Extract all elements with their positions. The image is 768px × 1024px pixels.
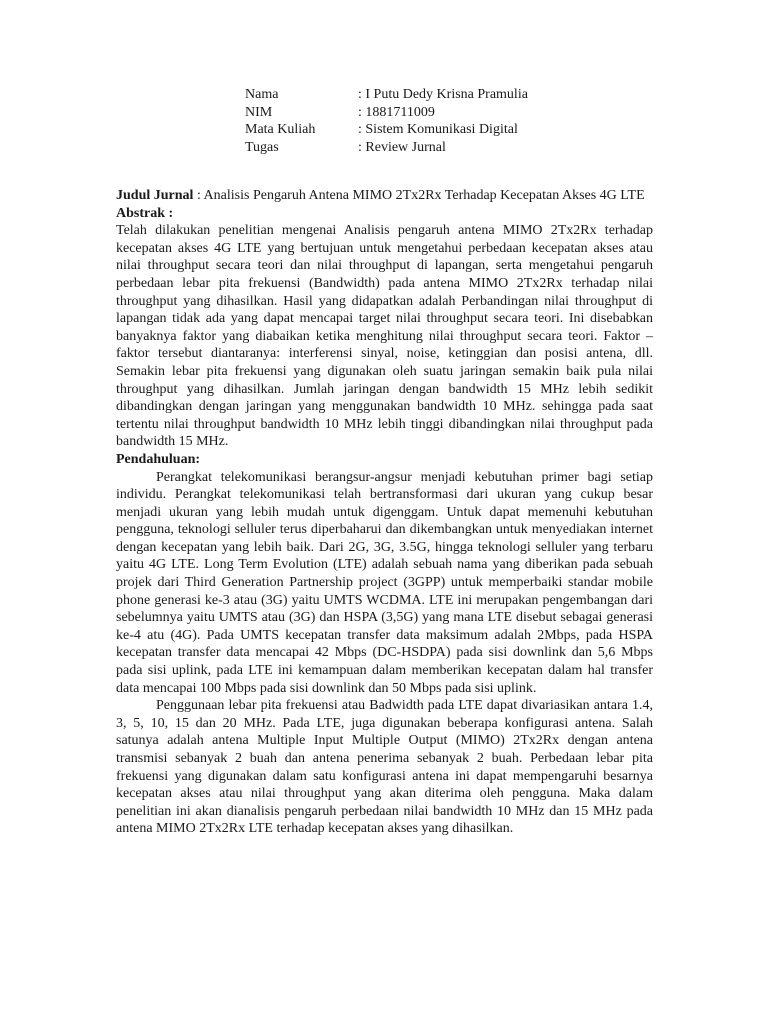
journal-title	[116, 187, 653, 205]
abstract-body: Telah dilakukan penelitian mengenai Analisis pengaruh antena MIMO 2Tx2Rx terhadap kecepatan akses 4G LTE yang bertujuan untuk mengetahui perbedaan kecepatan akses atau nilai throughput secara teori dan nilai throughput di lapangan, serta mengetahui pengaruh perbedaan lebar pita frekuensi (Bandwidth) pada antena MIMO 2Tx2Rx terhadap nilai throughput yang dihasilkan. Hasil yang didapatkan adalah Perbandingan nilai throughput di lapangan tidak ada yang dapat mencapai target nilai throughput secara teori. Ini disebabkan banyaknya faktor yang diabaikan ketika menghitung nilai throughput secara teori. Faktor – faktor tersebut diantaranya: interferensi sinyal, noise, ketinggian dan posisi antena, dll. Semakin lebar pita frekuensi yang digunakan oleh suatu jaringan semakin baik pula nilai throughput yang dihasilkan. Jumlah jaringan dengan bandwidth 15 MHz lebih sedikit dibandingkan dengan jaringan yang menggunakan bandwidth 10 MHz. sehingga pada saat tertentu nilai throughput bandwidth 10 MHz lebih tinggi dibandingkan nilai throughput pada bandwidth 15 MHz.	[116, 223, 653, 450]
journal-title-text: : Analisis Pengaruh Antena MIMO 2Tx2Rx Terhadap Kecepatan Akses 4G LTE	[193, 188, 645, 203]
abstract-heading: Abstrak :	[116, 205, 174, 221]
info-value-task: : Review Jurnal	[358, 139, 446, 155]
info-value-nim: : 1881711009	[358, 104, 435, 120]
info-row-course	[245, 121, 528, 139]
intro-paragraph-2: Penggunaan lebar pita frekuensi atau Badwidth pada LTE dapat divariasikan antara 1.4, 3, 5, 10, 15 dan 20 MHz. Pada LTE, juga digunakan beberapa konfigurasi antena. Salah satunya adalah antena Multiple Input Multiple Output (MIMO) 2Tx2Rx dengan antena transmisi sebanyak 2 buah dan antena penerima sebanyak 2 buah. Perbedaan lebar pita frekuensi yang digunakan dalam satu konfigurasi antena ini dapat mempengaruhi besarnya kecepatan akses atau nilai throughput yang akan diterima oleh pengguna. Maka dalam penelitian ini akan dianalisis pengaruh perbedaan nilai bandwidth 10 MHz dan 15 MHz pada antena MIMO 2Tx2Rx LTE terhadap kecepatan akses yang dihasilkan.	[116, 698, 653, 837]
student-info-block	[245, 86, 528, 156]
info-label-course: Mata Kuliah	[245, 122, 316, 138]
document-content	[116, 187, 653, 838]
info-label-task: Tugas	[245, 139, 279, 155]
intro-heading: Pendahuluan:	[116, 451, 201, 467]
intro-paragraph-1: Perangkat telekomunikasi berangsur-angsur menjadi kebutuhan primer bagi setiap individu. Perangkat telekomunikasi telah bertransformasi dari ukuran yang cukup besar menjadi ukuran yang lebih mudah untuk digenggam. Untuk dapat memenuhi kebutuhan pengguna, teknologi selluler terus diperbaharui dan dikembangkan untuk menyediakan internet dengan kecepatan yang lebih baik. Dari 2G, 3G, 3.5G, hingga teknologi selluler yang terbaru yaitu 4G LTE. Long Term Evolution (LTE) adalah sebuah nama yang diberikan pada sebuah projek dari Third Generation Partnership project (3GPP) untuk memperbaiki standar mobile phone generasi ke-3 atau (3G) yaitu UMTS WCDMA. LTE ini merupakan pengembangan dari sebelumnya yaitu UMTS atau (3G) dan HSPA (3,5G) yang mana LTE disebut sebagai generasi ke-4 atu (4G). Pada UMTS kecepatan transfer data maksimum adalah 2Mbps, pada HSPA kecepatan transfer data mencapai 42 Mbps (DC-HSDPA) pada sisi downlink dan 5,6 Mbps pada sisi uplink, pada LTE ini kemampuan dalam memberikan kecepatan dalam hal transfer data mencapai 100 Mbps pada sisi downlink dan 50 Mbps pada sisi uplink.	[116, 469, 653, 696]
info-row-name	[245, 86, 528, 104]
info-label-nim: NIM	[245, 104, 273, 120]
info-value-course: : Sistem Komunikasi Digital	[358, 122, 518, 138]
info-row-task	[245, 139, 528, 157]
journal-title-label: Judul Jurnal	[116, 188, 194, 203]
info-value-name: : I Putu Dedy Krisna Pramulia	[358, 87, 528, 102]
info-row-nim	[245, 104, 528, 122]
info-label-name: Nama	[245, 87, 279, 102]
